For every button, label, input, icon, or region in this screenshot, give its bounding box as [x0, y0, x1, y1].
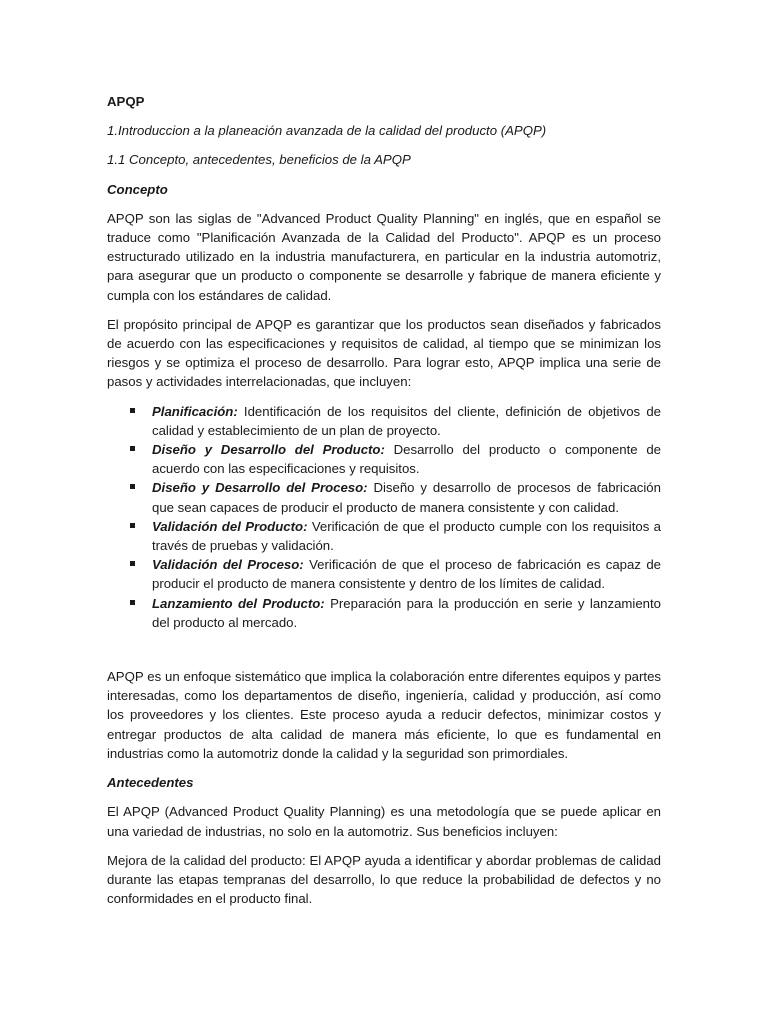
list-item-term: Diseño y Desarrollo del Producto: [152, 442, 385, 458]
list-item [152, 402, 661, 440]
list-item [152, 440, 661, 478]
square-bullet-icon [130, 600, 135, 605]
list-item-term: Planificación: [152, 403, 238, 419]
list-item [152, 594, 661, 632]
blank-line [107, 632, 661, 667]
list-item [152, 555, 661, 593]
square-bullet-icon [130, 446, 135, 451]
list-item-term: Validación del Producto: [152, 518, 308, 534]
document-title: APQP [107, 94, 145, 109]
square-bullet-icon [130, 484, 135, 489]
list-item [152, 478, 661, 516]
list-item-term: Lanzamiento del Producto: [152, 595, 325, 611]
intro-heading: 1.Introduccion a la planeación avanzada de la calidad del producto (APQP) [107, 123, 547, 139]
square-bullet-icon [130, 408, 135, 413]
list-item-text: Verificación de que el producto cumple con los requisitos a través de pruebas y validación. [152, 518, 661, 554]
apqp-steps-list [107, 402, 661, 632]
list-item-text: Identificación de los requisitos del cliente, definición de objetivos de calidad y establecimiento de un plan de proyecto. [152, 403, 661, 438]
section-heading: 1.1 Concepto, antecedentes, beneficios de la APQP [107, 152, 411, 168]
concepto-paragraph-1: APQP son las siglas de "Advanced Product Quality Planning" en inglés, que en español se traduce como "Planificación Avanzada de la Calidad del Producto". APQP es un proceso estructurado utilizado en la industria manufacturera, en particular en la industria automotriz, para asegurar que un producto o componente se desarrolle y fabrique de manera eficiente y cumpla con los estándares de calidad. [107, 210, 661, 303]
antecedentes-paragraph-1: El APQP (Advanced Product Quality Planning) es una metodología que se puede aplicar en una variedad de industrias, no solo en la automotriz. Sus beneficios incluyen: [107, 804, 661, 839]
concepto-heading: Concepto [107, 181, 168, 197]
concepto-paragraph-3: APQP es un enfoque sistemático que implica la colaboración entre diferentes equipos y partes interesadas, como los departamentos de diseño, ingeniería, calidad y producción, así como los proveedores y los clientes. Este proceso ayuda a reducir defectos, minimizar costos y entregar productos de alta calidad de manera más eficiente, lo que es fundamental en industrias como la automotriz donde la calidad y la seguridad son primordiales. [107, 669, 661, 761]
list-item-term: Validación del Proceso: [152, 557, 304, 573]
square-bullet-icon [130, 561, 135, 566]
document-page [107, 92, 661, 918]
antecedentes-heading: Antecedentes [107, 775, 194, 791]
list-item-term: Diseño y Desarrollo del Proceso: [152, 480, 368, 496]
concepto-paragraph-2: El propósito principal de APQP es garantizar que los productos sean diseñados y fabricados de acuerdo con las especificaciones y requisitos de calidad, al tiempo que se minimizan los riesgos y se optimiza el proceso de desarrollo. Para lograr esto, APQP implica una serie de pasos y actividades interrelacionadas, que incluyen: [107, 316, 661, 390]
list-item-text: Preparación para la producción en serie y lanzamiento del producto al mercado. [152, 595, 662, 630]
list-item-text: Diseño y desarrollo de procesos de fabricación que sean capaces de producir el producto de manera consistente y con calidad. [152, 480, 661, 515]
list-item-text: Desarrollo del producto o componente de acuerdo con las especificaciones y requisitos. [152, 442, 661, 477]
list-item [152, 517, 661, 555]
square-bullet-icon [130, 523, 135, 528]
list-item-text: Verificación de que el proceso de fabricación es capaz de producir el producto de manera consistente y dentro de los límites de calidad. [152, 557, 661, 592]
antecedentes-paragraph-2: Mejora de la calidad del producto: El APQP ayuda a identificar y abordar problemas de calidad durante las etapas tempranas del desarrollo, lo que reduce la probabilidad de defectos y no conformidades en el producto final. [107, 852, 661, 907]
